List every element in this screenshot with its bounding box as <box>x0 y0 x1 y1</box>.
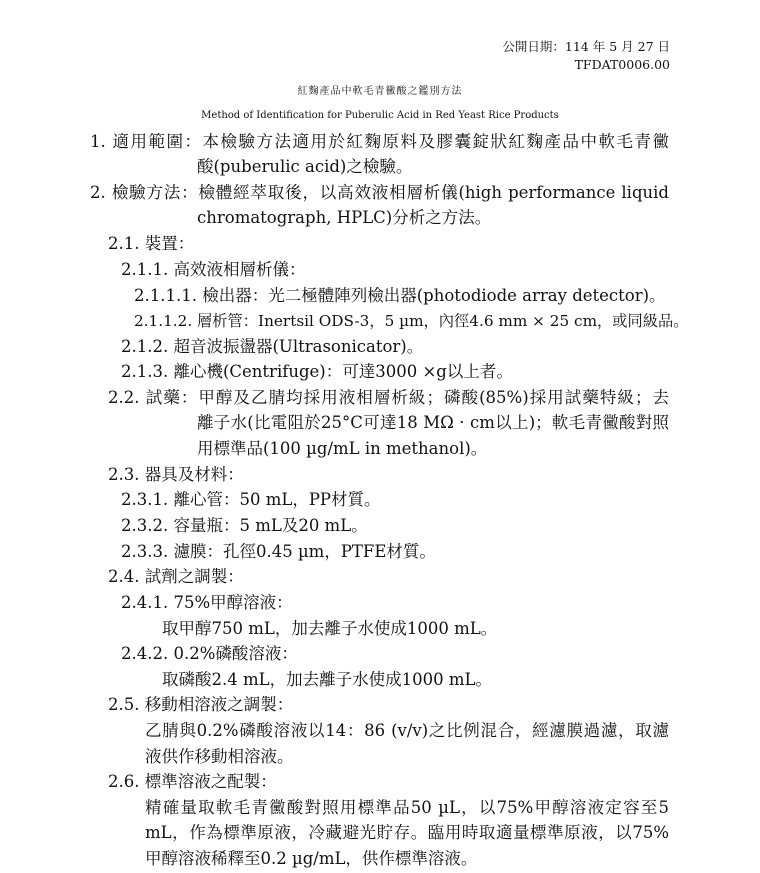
heading-2-4-2: 2.4.2. 0.2%磷酸溶液： <box>121 644 298 663</box>
heading-2-3: 2.3. 器具及材料： <box>108 465 244 484</box>
section-2-line-2: chromatograph, HPLC)分析之方法。 <box>197 208 492 227</box>
item-2-1-1-2: 2.1.1.2. 層析管：Inertsil ODS-3，5 µm，內徑4.6 mm × 25 cm，或同級品。 <box>134 312 689 330</box>
heading-2-1: 2.1. 裝置： <box>108 234 195 253</box>
title-english: Method of Identification for Puberulic Acid in Red Yeast Rice Products <box>201 110 559 121</box>
item-2-3-1: 2.3.1. 離心管：50 mL，PP材質。 <box>121 490 381 509</box>
reagents-line-3: 用標準品(100 µg/mL in methanol)。 <box>197 439 488 458</box>
step-2-4-1: 取甲醇750 mL，加去離子水使成1000 mL。 <box>162 619 498 638</box>
item-2-1-2: 2.1.2. 超音波振盪器(Ultrasonicator)。 <box>121 337 424 356</box>
step-2-4-2: 取磷酸2.4 mL，加去離子水使成1000 mL。 <box>162 670 492 689</box>
standard-line-2: mL，作為標準原液，冷藏避光貯存。臨用時取適量標準原液，以75% <box>145 823 669 842</box>
publish-date: 公開日期：114 年 5 月 27 日 <box>502 39 670 54</box>
section-2-line-1: 2. 檢驗方法：檢體經萃取後，以高效液相層析儀(high performance liquid <box>90 183 669 202</box>
item-2-1-1-1: 2.1.1.1. 檢出器：光二極體陣列檢出器(photodiode array detector)。 <box>134 286 666 305</box>
section-1-line-1: 1. 適用範圍：本檢驗方法適用於紅麴原料及膠囊錠狀紅麴產品中軟毛青黴 <box>90 132 669 151</box>
mobile-phase-line-2: 液供作移動相溶液。 <box>145 747 294 766</box>
reagents-line-2: 離子水(比電阻於25°C可達18 MΩ · cm以上)；軟毛青黴酸對照 <box>197 413 669 432</box>
section-1-line-2: 酸(puberulic acid)之檢驗。 <box>197 157 413 176</box>
standard-line-1: 精確量取軟毛青黴酸對照用標準品50 µL，以75%甲醇溶液定容至5 <box>145 798 669 817</box>
item-2-3-3: 2.3.3. 濾膜：孔徑0.45 µm，PTFE材質。 <box>121 542 436 561</box>
reagents-line-1: 2.2. 試藥：甲醇及乙腈均採用液相層析級；磷酸(85%)採用試藥特級；去 <box>108 388 669 407</box>
heading-2-1-1: 2.1.1. 高效液相層析儀： <box>121 260 306 279</box>
heading-2-4-1: 2.4.1. 75%甲醇溶液： <box>121 593 293 612</box>
title-chinese: 紅麴產品中軟毛青黴酸之鑑別方法 <box>297 86 463 97</box>
standard-line-3: 甲醇溶液稀釋至0.2 µg/mL，供作標準溶液。 <box>145 849 478 868</box>
item-2-3-2: 2.3.2. 容量瓶：5 mL及20 mL。 <box>121 516 368 535</box>
document-code: TFDAT0006.00 <box>574 57 670 72</box>
heading-2-6: 2.6. 標準溶液之配製： <box>108 772 277 791</box>
heading-2-5: 2.5. 移動相溶液之調製： <box>108 695 294 714</box>
heading-2-4: 2.4. 試劑之調製： <box>108 567 244 586</box>
item-2-1-3: 2.1.3. 離心機(Centrifuge)：可達3000 ×g以上者。 <box>121 362 513 381</box>
mobile-phase-line-1: 乙腈與0.2%磷酸溶液以14：86 (v/v)之比例混合，經濾膜過濾，取濾 <box>145 721 669 740</box>
